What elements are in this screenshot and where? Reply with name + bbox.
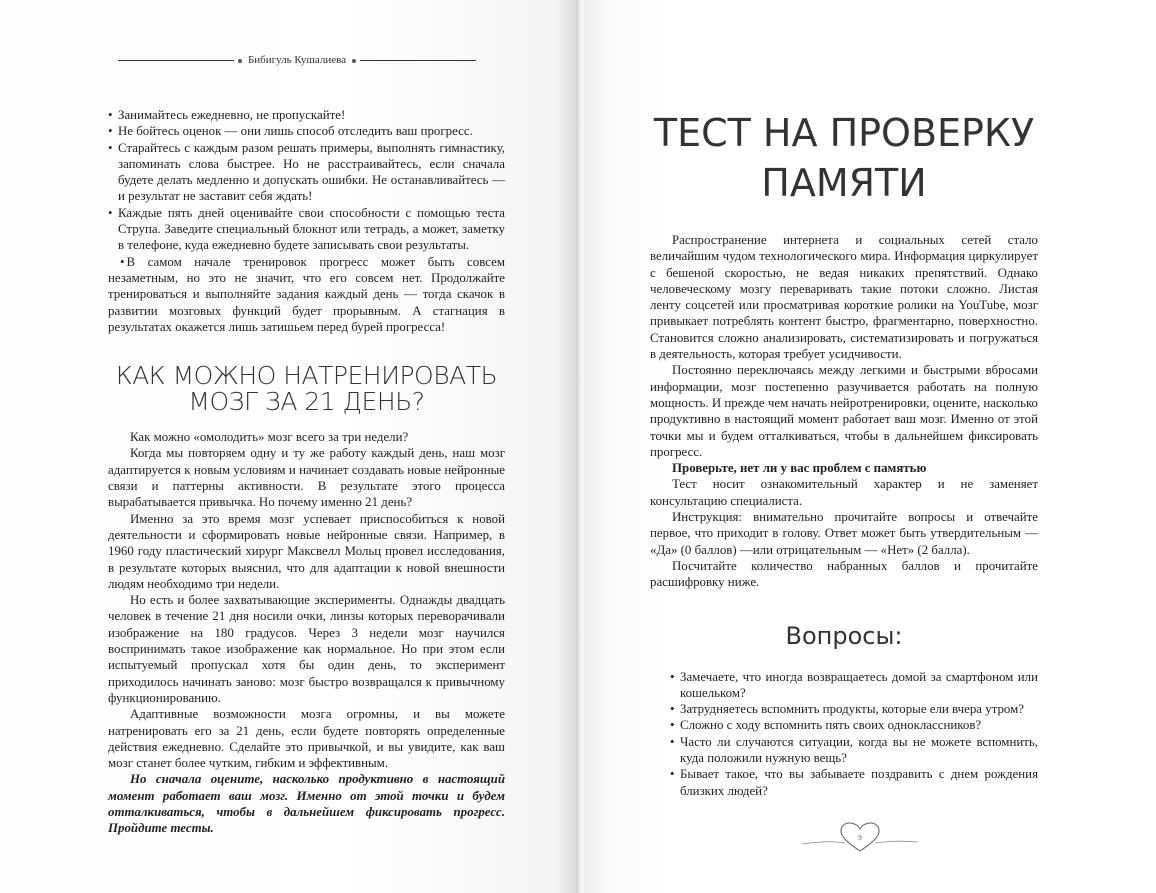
body-text — [108, 429, 505, 836]
author-name: Бибигуль Кушалиева — [247, 54, 347, 66]
title-line: ПАМЯТИ — [761, 161, 927, 205]
page-footer — [800, 819, 920, 853]
list-item: • Каждые пять дней оценивайте свои способности с помощью теста Струпа. Заведите специальный блокнот или тетрадь, а может, заметку в телефоне, куда ежедневно будете записывать свои результаты. — [108, 205, 505, 254]
book-gutter — [576, 0, 584, 893]
list-item: • В самом начале тренировок прогресс может быть совсем незаметным, но это не значит, что его совсем нет. Продолжайте тренироваться и выполняйте задания каждый день — тогда скачок в развитии мозговых функций будет прорывным. А стагнация в результатах окажется лишь затишьем перед бурей прогресса! — [108, 254, 505, 335]
paragraph: Посчитайте количество набранных баллов и прочитайте расшифровку ниже. — [650, 558, 1038, 590]
running-head — [118, 54, 476, 67]
paragraph: Тест носит ознакомительный характер и не заменяет консультацию специалиста. — [650, 477, 1038, 508]
questions-heading: Вопросы: — [785, 621, 903, 650]
heading-line: МОЗГ ЗА 21 ДЕНЬ? — [188, 387, 425, 417]
emphasis-paragraph: Но сначала оцените, насколько продуктивно в настоящий момент работает ваш мозг. Именно от этой точки и будем отталкиваться, чтобы в дальнейшем фиксировать прогресс. Пройдите тесты. — [108, 772, 505, 836]
questions-list — [670, 669, 1038, 799]
question-item: • Сложно с ходу вспомнить пять своих одноклассников? — [670, 717, 1038, 733]
page-number: 9 — [858, 833, 862, 842]
right-page-content — [650, 0, 1038, 853]
list-item: • Занимайтесь ежедневно, не пропускайте! — [108, 107, 505, 123]
paragraph: Распространение интернета и социальных сетей стало величайшим чудом технологического мира. Информация циркулирует с бешеной скоростью, не ведая никаких препятствий. Однако человеческому мозгу переваривать такие потоки сложно. Листая ленту соцсетей или просматривая короткие ролики на YouTube, мозг привыкает потреблять контент быстро, фрагментарно, поверхностно. Становится сложно анализировать, систематизировать и погружаться в деятельность, которая требует усидчивости. — [650, 233, 1038, 362]
paragraph: Адаптивные возможности мозга огромны, и вы можете натренировать его за 21 день, если будете повторять определенные действия ежедневно. Сделайте это привычкой, и вы увидите, как ваш мозг станет более чутким, гибким и эффективным. — [108, 707, 505, 771]
list-item: • Не бойтесь оценок — они лишь способ отследить ваш прогресс. — [108, 123, 505, 139]
intro-text — [650, 232, 1038, 591]
paragraph: Именно за это время мозг успевает приспособиться к новой деятельности и сформировать новые нейронные связи. Например, в 1960 году пластический хирург Максвелл Мольц провел исследования, в результате которых выяснил, что для адаптации к новой внешности людям необходимо три недели. — [108, 511, 505, 591]
question-item: • Затрудняетесь вспомнить продукты, которые ели вчера утром? — [670, 701, 1038, 717]
list-item: • Старайтесь с каждым разом решать примеры, выполнять гимнастику, запоминать слова быстрее. Но не расстраивайтесь, если сначала будете делать медленно и допускать ошибки. Не останавливайтесь — и результат не заставит себя ждать! — [108, 140, 505, 205]
question-item: • Замечаете, что иногда возвращаетесь домой за смартфоном или кошельком? — [670, 669, 1038, 702]
paragraph: Но есть и более захватывающие эксперименты. Однажды двадцать человек в течение 21 дня носили очки, линзы которых переворачивали изображение на 180 градусов. Через 3 недели мозг научился воспринимать такое изображение как нормальное. Но при этом если испытуемый пропускал хотя бы один день, то эксперимент приходилось начинать заново: мозг быстро возвращался к привычному функционированию. — [108, 593, 505, 705]
tips-list — [108, 107, 505, 335]
paragraph: Когда мы повторяем одну и ту же работу каждый день, наш мозг адаптируется к новым условиям и начинает создавать новые нейронные связи и паттерны активности. В результате этого процесса вырабатывается привычка. Но почему именно 21 день? — [108, 446, 505, 510]
left-page-content — [108, 0, 505, 837]
paragraph: Как можно «омолодить» мозг всего за три недели? — [130, 430, 409, 445]
heart-icon — [800, 819, 920, 853]
paragraph: Инструкция: внимательно прочитайте вопросы и отвечайте первое, что приходит в голову. Ответ может быть утвердительным — «Да» (0 баллов) —или отрицательным — «Нет» (2 балла). — [650, 510, 1038, 557]
bold-subheading: Проверьте, нет ли у вас проблем с памятью — [672, 461, 927, 476]
question-item: • Часто ли случаются ситуации, когда вы не можете вспомнить, куда положили нужную вещь? — [670, 734, 1038, 767]
question-item: • Бывает такое, что вы забываете поздравить с днем рождения близких людей? — [670, 766, 1038, 799]
paragraph: Постоянно переключаясь между легкими и быстрыми вбросами информации, мозг постепенно разучивается работать на полную мощность. И прежде чем начать нейротренировки, оцените, насколько продуктивно в настоящий момент работает ваш мозг. Именно от этой точки мы и будем отталкиваться, чтобы в дальнейшем фиксировать прогресс. — [650, 363, 1039, 459]
page-title — [650, 108, 1038, 208]
section-heading — [108, 363, 505, 415]
title-line: ТЕСТ НА ПРОВЕРКУ — [653, 111, 1035, 155]
heading-line: КАК МОЖНО НАТРЕНИРОВАТЬ — [115, 361, 498, 391]
